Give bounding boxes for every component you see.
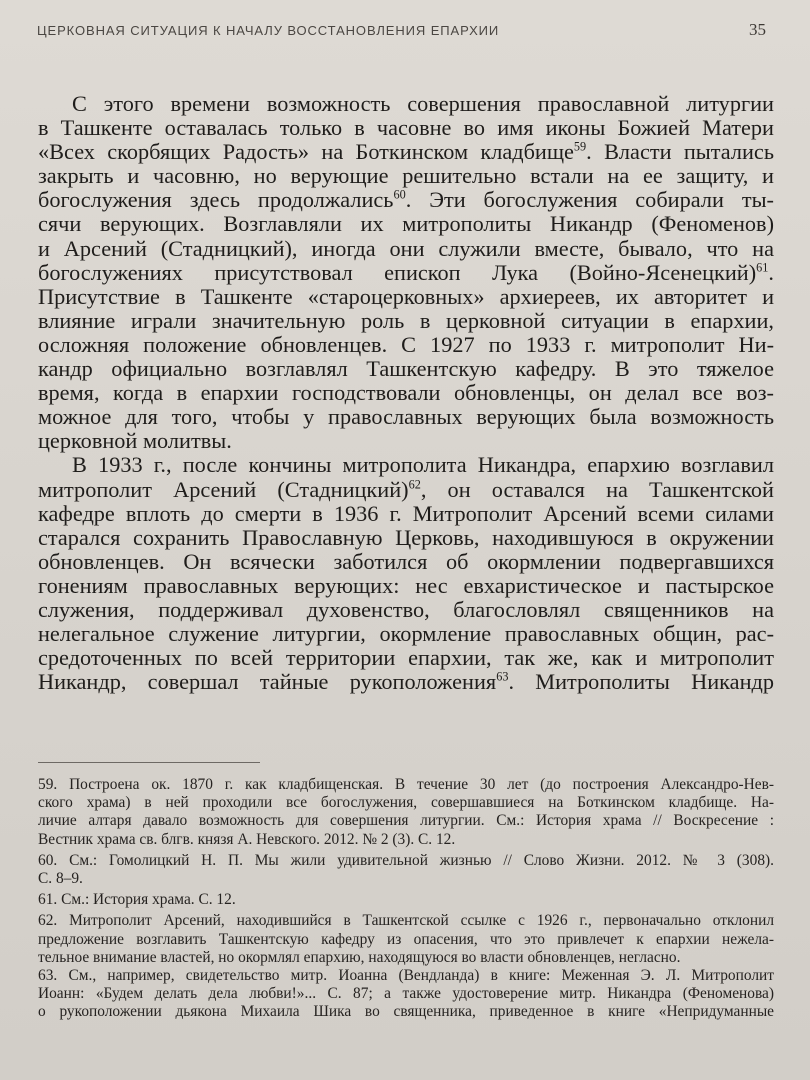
footnote-line: личие алтаря давало возможность для совершения литургии. См.: История храма // Воскресение :	[38, 812, 774, 830]
text-line: старался сохранить Православную Церковь, находившуюся в окружении	[38, 524, 774, 550]
footnote-line: 60. См.: Гомолицкий Н. П. Мы жили удивительной жизнью // Слово Жизни. 2012. № 3 (308).	[38, 851, 774, 869]
footnotes	[38, 776, 774, 1022]
paragraph-2	[38, 453, 774, 694]
text-line	[38, 188, 774, 212]
text-line: кафедре вплоть до смерти в 1936 г. Митрополит Арсений всеми силами	[38, 500, 774, 526]
text-line: богослужениях присутствовал епископ Лука (Войно-Ясенецкий)$^{61}$.	[38, 259, 774, 285]
footnote-line: 59. Построена ок. 1870 г. как кладбищенская. В течение 30 лет (до построения Александро-Нев-	[38, 776, 774, 793]
text-line: служения, поддерживал духовенство, благословлял священников на	[38, 596, 774, 622]
text-line: сячи верующих. Возглавляли их митрополиты Никандр (Феноменов)	[38, 211, 774, 237]
text-segment: . Митрополиты Никандр	[508, 669, 774, 695]
text-segment: . Эти богослужения собирали ты-	[405, 187, 774, 213]
text-line	[38, 670, 774, 694]
footnote-line: ского храма) в ней проходили все богослужения, совершавшиеся на Боткинском кладбище. На-	[38, 794, 774, 812]
page-header	[37, 20, 766, 44]
text-line: церковной молитвы.	[38, 428, 232, 454]
text-line: нелегальное служение литургии, окормление православных общин, рас-	[38, 621, 774, 647]
text-segment: . Власти пытались	[586, 139, 774, 165]
footnote-line: о рукоположении дьякона Михаила Шика во священника, приведенное в книге «Непридуманные	[38, 1003, 774, 1021]
footnote-61	[38, 891, 774, 909]
text-line: закрыть и часовню, но верующие решительно встали на ее защиту, и	[38, 163, 774, 189]
footnote-line: тельное внимание властей, но окормлял епархию, находящуюся во власти обновленцев, негласно.	[38, 948, 681, 966]
text-line	[38, 140, 774, 164]
footnote-divider	[38, 762, 260, 763]
text-segment: , он оставался на Ташкентской	[420, 476, 774, 502]
footnote-line: 62. Митрополит Арсений, находившийся в Ташкентской ссылке с 1926 г., первоначально отклонил	[38, 912, 774, 930]
footnote-ref-61[interactable]: 61	[756, 260, 769, 275]
text-line: В 1933 г., после кончины митрополита Никандра, епархию возглавил	[72, 452, 774, 478]
footnote-62	[38, 912, 774, 967]
text-line: влияние играли значительную роль в церковной ситуации в епархии,	[38, 307, 774, 333]
footnote-line: Иоанн: «Будем делать дела любви!»... С. 87; а также удостоверение митр. Никандра (Феноменова)	[38, 985, 774, 1003]
footnote-line: 61. См.: История храма. С. 12.	[38, 891, 236, 909]
footnote-63	[38, 967, 774, 1022]
text-line: и Арсений (Стадницкий), иногда они служили вместе, бывало, что на	[38, 235, 774, 261]
text-line: С этого времени возможность совершения православной литургии	[72, 91, 774, 116]
text-segment: «Всех скорбящих Радость» на Боткинском кладбище	[38, 139, 574, 165]
page-number: 35	[749, 20, 766, 39]
footnote-ref-60[interactable]: 60	[393, 187, 406, 202]
text-line: время, когда в епархии господствовали обновленцы, он делал все воз-	[38, 380, 774, 406]
text-line: гонениям православных верующих: нес евхаристическое и пастырское	[38, 572, 774, 598]
text-segment: богослужения здесь продолжались	[38, 187, 394, 213]
running-head: ЦЕРКОВНАЯ СИТУАЦИЯ К НАЧАЛУ ВОССТАНОВЛЕНИЯ ЕПАРХИИ	[37, 23, 500, 38]
paragraph-1	[38, 92, 774, 453]
text-line: в Ташкенте оставалась только в часовне во имя иконы Божией Матери	[38, 115, 774, 141]
text-line: Присутствие в Ташкенте «староцерковных» архиереев, их авторитет и	[38, 283, 774, 309]
text-line: кандр официально возглавлял Ташкентскую кафедру. В это тяжелое	[38, 356, 774, 382]
text-segment: богослужениях присутствовал епископ Лука (Войно-Ясенецкий)	[38, 259, 757, 285]
footnote-ref-63[interactable]: 63	[496, 669, 509, 684]
text-line: осложняя положение обновленцев. С 1927 по 1933 г. митрополит Ни-	[38, 331, 774, 357]
footnote-60	[38, 852, 774, 888]
text-line: средоточенных по всей территории епархии, так же, как и митрополит	[38, 645, 774, 671]
text-line	[38, 478, 774, 502]
text-segment: митрополит Арсений (Стадницкий)	[38, 476, 409, 502]
text-line: можное для того, чтобы у православных верующих была возможность	[38, 404, 774, 430]
footnote-59	[38, 776, 774, 849]
footnote-line: предложение возглавить Ташкентскую кафедру из опасения, что это привлечет к епархии нежела-	[38, 930, 774, 948]
main-text	[38, 92, 774, 694]
footnote-line: С. 8–9.	[38, 870, 83, 888]
text-line: обновленцев. Он всячески заботился об окормлении подвергавшихся	[38, 548, 774, 574]
footnote-ref-59[interactable]: 59	[573, 139, 587, 154]
footnote-line: 63. См., например, свидетельство митр. Иоанна (Вендланда) в книге: Меженная Э. Л. Митрополит	[38, 967, 774, 985]
footnote-ref-62[interactable]: 62	[408, 477, 421, 492]
footnote-line: Вестник храма св. блгв. князя А. Невского. 2012. № 2 (3). С. 12.	[38, 830, 456, 848]
text-segment: Никандр, совершал тайные рукоположения	[38, 669, 497, 695]
